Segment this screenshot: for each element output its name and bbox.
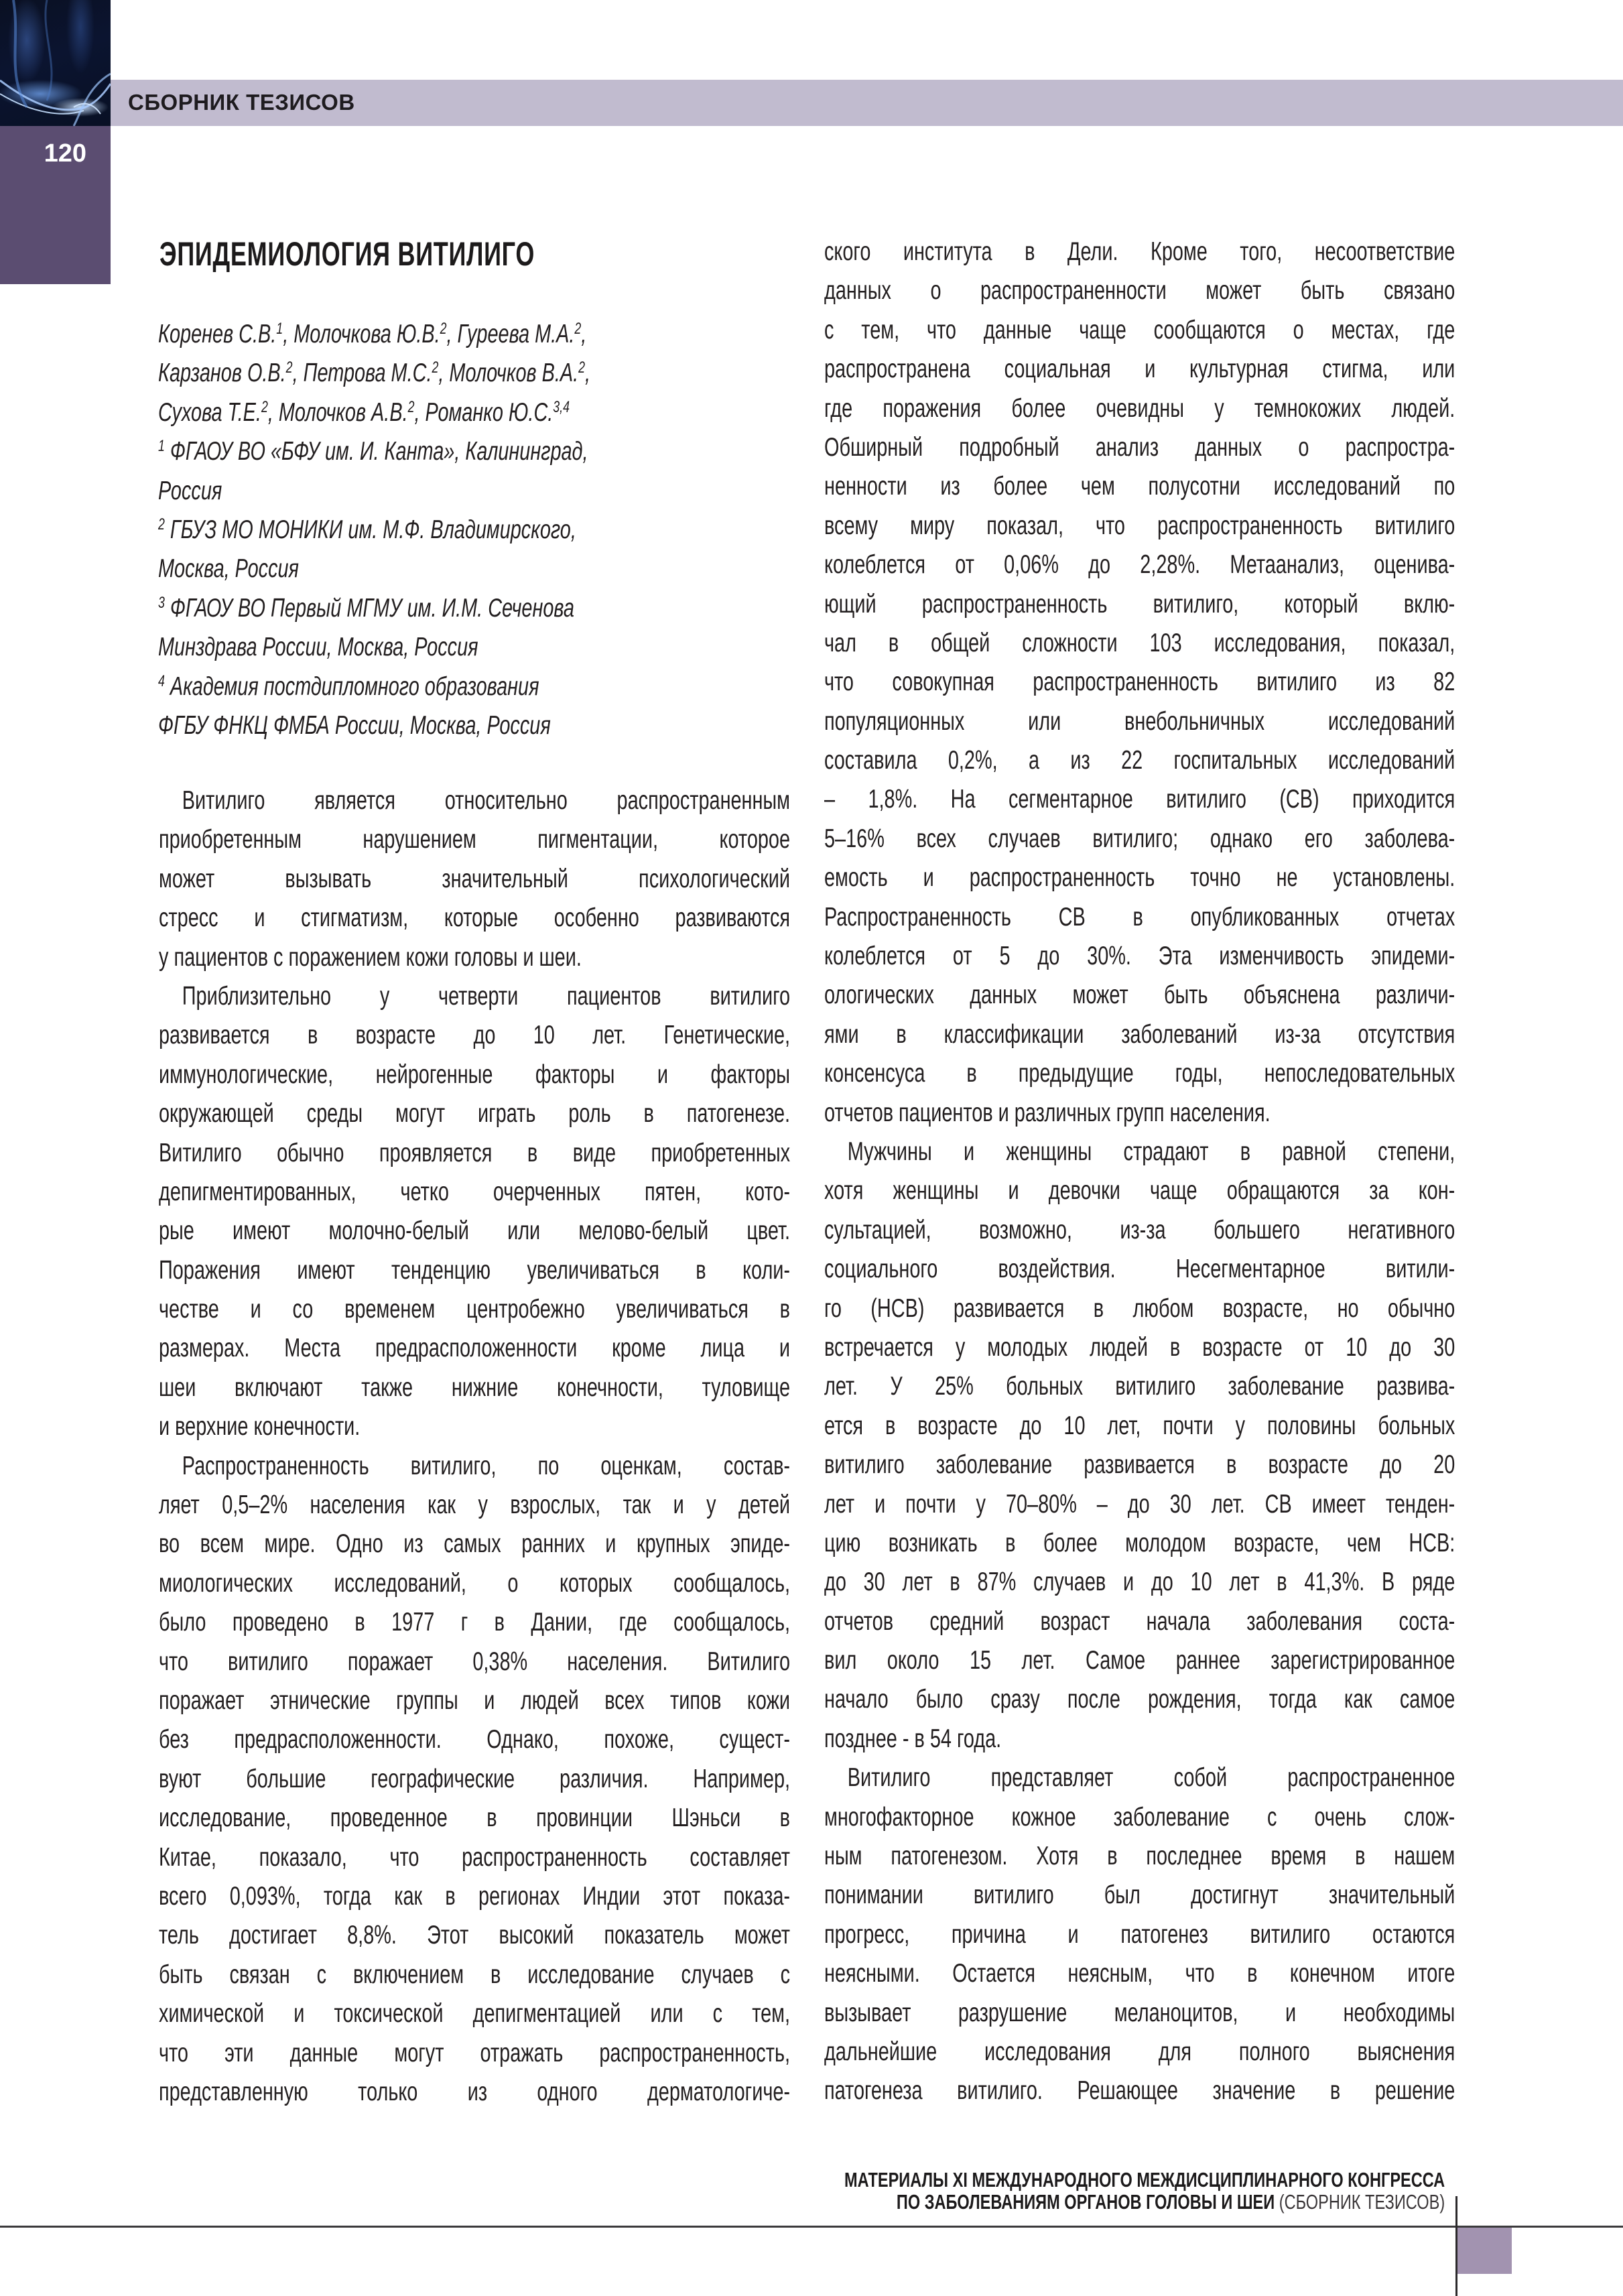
- text-line: ненности из более чем полусотни исследований по: [824, 472, 1455, 501]
- footer-line-2: [844, 2191, 1445, 2213]
- affiliation-marker: 2: [285, 359, 293, 377]
- text-line: шеи включают также нижние конечности, туловище: [159, 1373, 791, 1402]
- affiliation-line: [158, 432, 789, 471]
- text-line: Китае, показало, что распространенность составляет: [159, 1842, 791, 1872]
- text-line: ского института в Дели. Кроме того, несоответствие: [824, 237, 1455, 266]
- text-line: вуют большие географические различия. Например,: [159, 1764, 791, 1793]
- text-line: популяционных или внебольничных исследований: [824, 706, 1455, 736]
- footer-conference-title: [844, 2169, 1445, 2213]
- text-line: ями в классификации заболеваний из-за отсутствия: [824, 1019, 1455, 1049]
- text-line: данных о распространенности может быть связано: [824, 276, 1455, 306]
- text-line: может вызывать значительный психологический: [159, 864, 791, 893]
- text-line: многофакторное кожное заболевание с очень слож-: [824, 1802, 1455, 1832]
- text-line: что совокупная распространенность витилиго из 82: [824, 667, 1455, 697]
- text-line: где поражения более очевидны у темнокожих людей.: [824, 393, 1455, 423]
- text-line: всему миру показал, что распространенность витилиго: [824, 511, 1455, 540]
- affiliation-marker: 2: [578, 359, 586, 377]
- text-line: размерах. Места предрасположенности кроме лица и: [159, 1334, 791, 1363]
- text-line: неясными. Остается неясным, что в конечном итоге: [824, 1959, 1455, 1988]
- footer-divider: [0, 2226, 1623, 2228]
- text-line: химической и токсической депигментацией или с тем,: [159, 1999, 791, 2029]
- author-name: Коренев С.В.: [158, 320, 277, 348]
- text-line: чал в общей сложности 103 исследования, показал,: [824, 628, 1455, 657]
- text-line: цию возникать в более молодом возрасте, чем НСВ:: [824, 1528, 1455, 1557]
- text-line: всего 0,093%, тогда как в регионах Индии этот показа-: [159, 1881, 791, 1911]
- text-line: встречается у молодых людей в возрасте от 10 до 30: [824, 1332, 1455, 1362]
- author-name: Карзанов О.В.: [158, 359, 286, 388]
- affiliation-text: Академия постдипломного образования: [164, 672, 539, 701]
- affiliation-line: [158, 628, 789, 667]
- author-name: ,: [581, 320, 587, 348]
- text-line: позднее - в 54 года.: [824, 1724, 1002, 1753]
- affiliation-text: Минздрава России, Москва, Россия: [158, 633, 478, 662]
- text-line: Витилиго представляет собой распространенное: [847, 1763, 1455, 1793]
- text-line: ным патогенезом. Хотя в последнее время в нашем: [824, 1842, 1455, 1871]
- text-line: тель достигает 8,8%. Этот высокий показатель может: [159, 1921, 791, 1950]
- article-title: ЭПИДЕМИОЛОГИЯ ВИТИЛИГО: [159, 235, 535, 273]
- text-line: исследование, проведенное в провинции Шэньси в: [159, 1803, 791, 1833]
- text-line: Витилиго обычно проявляется в виде приобретенных: [159, 1138, 791, 1167]
- footer-accent-square: [1457, 2228, 1512, 2274]
- text-line: представленную только из одного дерматологиче-: [159, 2077, 791, 2106]
- affiliation-number: 1: [158, 437, 165, 456]
- affiliation-number: 2: [158, 515, 165, 533]
- author-name: , Романко Ю.С.: [414, 397, 554, 427]
- text-line: социального воздействия. Несегментарное витили-: [824, 1255, 1455, 1284]
- affiliation-marker: 2: [407, 397, 415, 416]
- text-line: честве и со временем центробежно увеличиваться в: [159, 1295, 791, 1324]
- text-line: ющий распространенность витилиго, который вклю-: [824, 589, 1455, 619]
- affiliation-number: 4: [158, 672, 165, 690]
- text-line: приобретенным нарушением пигментации, которое: [159, 825, 791, 854]
- affiliation-marker: 2: [261, 397, 268, 416]
- text-line: Поражения имеют тенденцию увеличиваться в коли-: [159, 1255, 791, 1285]
- text-line: депигментированных, четко очерченных пятен, кото-: [159, 1177, 791, 1206]
- text-line: Распространенность витилиго, по оценкам, состав-: [182, 1451, 791, 1480]
- left-column-text: [159, 781, 790, 2112]
- text-line: стресс и стигматизм, которые особенно развиваются: [159, 903, 791, 933]
- footer-line-1: МАТЕРИАЛЫ XI МЕЖДУНАРОДНОГО МЕЖДИСЦИПЛИНАРНОГО КОНГРЕССА: [844, 2168, 1445, 2191]
- text-line: что эти данные могут отражать распространенность,: [159, 2038, 791, 2067]
- author-line: [158, 354, 789, 393]
- text-line: 5–16% всех случаев витилиго; однако его заболева-: [824, 824, 1455, 853]
- text-line: отчетов пациентов и различных групп населения.: [824, 1098, 1271, 1127]
- text-line: поражает этнические группы и людей всех типов кожи: [159, 1685, 791, 1715]
- page-number-block: [0, 126, 111, 284]
- affiliation-text: ФГБУ ФНКЦ ФМБА России, Москва, Россия: [158, 710, 551, 740]
- author-name: , Гуреева М.А.: [446, 320, 575, 348]
- text-line: прогресс, причина и патогенез витилиго остаются: [824, 1919, 1455, 1949]
- affiliation-marker: 2: [574, 320, 582, 338]
- text-line: Мужчины и женщины страдают в равной степени,: [847, 1137, 1455, 1166]
- text-line: Обширный подробный анализ данных о распростра-: [824, 432, 1455, 462]
- affiliation-text: ФГАОУ ВО Первый МГМУ им. И.М. Сеченова: [164, 593, 574, 623]
- text-line: до 30 лет в 87% случаев и до 10 лет в 41,3%. В ряде: [824, 1568, 1455, 1597]
- text-line: лет. У 25% больных витилиго заболевание развива-: [824, 1372, 1455, 1401]
- text-line: развивается в возрасте до 10 лет. Генетические,: [159, 1021, 791, 1050]
- page-number: 120: [44, 139, 86, 168]
- author-name: , Молочков А.В.: [267, 397, 408, 427]
- text-line: иммунологические, нейрогенные факторы и факторы: [159, 1060, 791, 1089]
- text-line: с тем, что данные чаще сообщаются о местах, где: [824, 315, 1455, 344]
- author-line: [158, 315, 789, 354]
- text-line: колеблется от 5 до 30%. Эта изменчивость эпидеми-: [824, 942, 1455, 971]
- text-line: – 1,8%. На сегментарное витилиго (СВ) приходится: [824, 785, 1455, 814]
- text-line: быть связан с включением в исследование случаев с: [159, 1960, 791, 1989]
- author-name: , Молочкова Ю.В.: [283, 320, 440, 348]
- affiliation-text: Россия: [158, 476, 222, 505]
- text-line: консенсуса в предыдущие годы, непоследовательных: [824, 1059, 1455, 1088]
- footer-line-2-light: (СБОРНИК ТЕЗИСОВ): [1274, 2190, 1445, 2214]
- text-line: емость и распространенность точно не установлены.: [824, 863, 1455, 893]
- text-line: вызывает разрушение меланоцитов, и необходимы: [824, 1998, 1455, 2027]
- author-name: , Петрова М.С.: [292, 359, 432, 388]
- affiliation-line: [158, 706, 789, 745]
- text-line: рые имеют молочно-белый или мелово-белый цвет.: [159, 1216, 791, 1246]
- text-line: колеблется от 0,06% до 2,28%. Метаанализ, оценива-: [824, 550, 1455, 580]
- text-line: без предрасположенности. Однако, похоже, сущест-: [159, 1725, 791, 1755]
- text-line: ологических данных может быть объяснена различи-: [824, 980, 1455, 1010]
- author-line: [158, 393, 789, 432]
- affiliation-line: [158, 589, 789, 628]
- text-line: го (НСВ) развивается в любом возрасте, но обычно: [824, 1293, 1455, 1323]
- text-line: начало было сразу после рождения, тогда как самое: [824, 1685, 1455, 1714]
- affiliation-number: 3: [158, 593, 165, 612]
- corner-decorative-image: [0, 0, 111, 126]
- text-line: хотя женщины и девочки чаще обращаются за кон-: [824, 1176, 1455, 1206]
- affiliation-text: Москва, Россия: [158, 554, 299, 584]
- text-line: ляет 0,5–2% населения как у взрослых, так и у детей: [159, 1490, 791, 1520]
- text-line: Приблизительно у четверти пациентов витилиго: [182, 981, 791, 1011]
- affiliation-text: ФГАОУ ВО «БФУ им. И. Канта», Калининград,: [164, 437, 588, 466]
- text-line: составила 0,2%, а из 22 госпитальных исследований: [824, 746, 1455, 775]
- text-line: лет и почти у 70–80% – до 30 лет. СВ имеет тенден-: [824, 1489, 1455, 1519]
- text-line: распространена социальная и культурная стигма, или: [824, 355, 1455, 384]
- affiliation-marker: 2: [440, 320, 447, 338]
- text-line: миологических исследований, о которых сообщалось,: [159, 1568, 791, 1598]
- text-line: окружающей среды могут играть роль в патогенезе.: [159, 1099, 791, 1129]
- authors-and-affiliations: [158, 315, 789, 745]
- footer-line-2-bold: ПО ЗАБОЛЕВАНИЯМ ОРГАНОВ ГОЛОВЫ И ШЕИ: [896, 2190, 1275, 2214]
- text-line: ется в возрасте до 10 лет, почти у половины больных: [824, 1411, 1455, 1440]
- text-line: дальнейшие исследования для полного выяснения: [824, 2037, 1455, 2066]
- text-line: и верхние конечности.: [159, 1412, 361, 1442]
- affiliation-marker: 2: [432, 359, 439, 377]
- text-line: витилиго заболевание развивается в возрасте до 20: [824, 1450, 1455, 1480]
- text-line: вил около 15 лет. Самое раннее зарегистрированное: [824, 1646, 1455, 1675]
- text-line: Витилиго является относительно распространенным: [182, 786, 791, 815]
- affiliation-marker: 3,4: [553, 397, 570, 416]
- text-line: понимании витилиго был достигнут значительный: [824, 1880, 1455, 1910]
- affiliation-line: [158, 472, 789, 511]
- author-name: Сухова Т.Е.: [158, 397, 261, 427]
- text-line: отчетов средний возраст начала заболевания соста-: [824, 1606, 1455, 1636]
- affiliation-line: [158, 667, 789, 706]
- text-line: патогенеза витилиго. Решающее значение в решение: [824, 2076, 1455, 2106]
- affiliation-line: [158, 550, 789, 588]
- affiliation-text: ГБУЗ МО МОНИКИ им. М.Ф. Владимирского,: [164, 515, 576, 544]
- affiliation-marker: 1: [276, 320, 283, 338]
- text-line: у пациентов с поражением кожи головы и шеи.: [159, 942, 582, 972]
- section-header-band: [111, 80, 1623, 126]
- light-swirl-icon: [0, 0, 111, 126]
- text-line: во всем мире. Одно из самых ранних и крупных эпиде-: [159, 1529, 791, 1559]
- affiliation-line: [158, 511, 789, 550]
- right-column-text: [824, 233, 1455, 2111]
- author-name: , Молочков В.А.: [438, 359, 579, 388]
- section-title: СБОРНИК ТЕЗИСОВ: [128, 90, 355, 115]
- text-line: сультацией, возможно, из-за большего негативного: [824, 1215, 1455, 1245]
- author-name: ,: [585, 359, 591, 388]
- text-line: что витилиго поражает 0,38% населения. Витилиго: [159, 1647, 791, 1676]
- text-line: было проведено в 1977 г в Дании, где сообщалось,: [159, 1608, 791, 1637]
- text-line: Распространенность СВ в опубликованных отчетах: [824, 902, 1455, 932]
